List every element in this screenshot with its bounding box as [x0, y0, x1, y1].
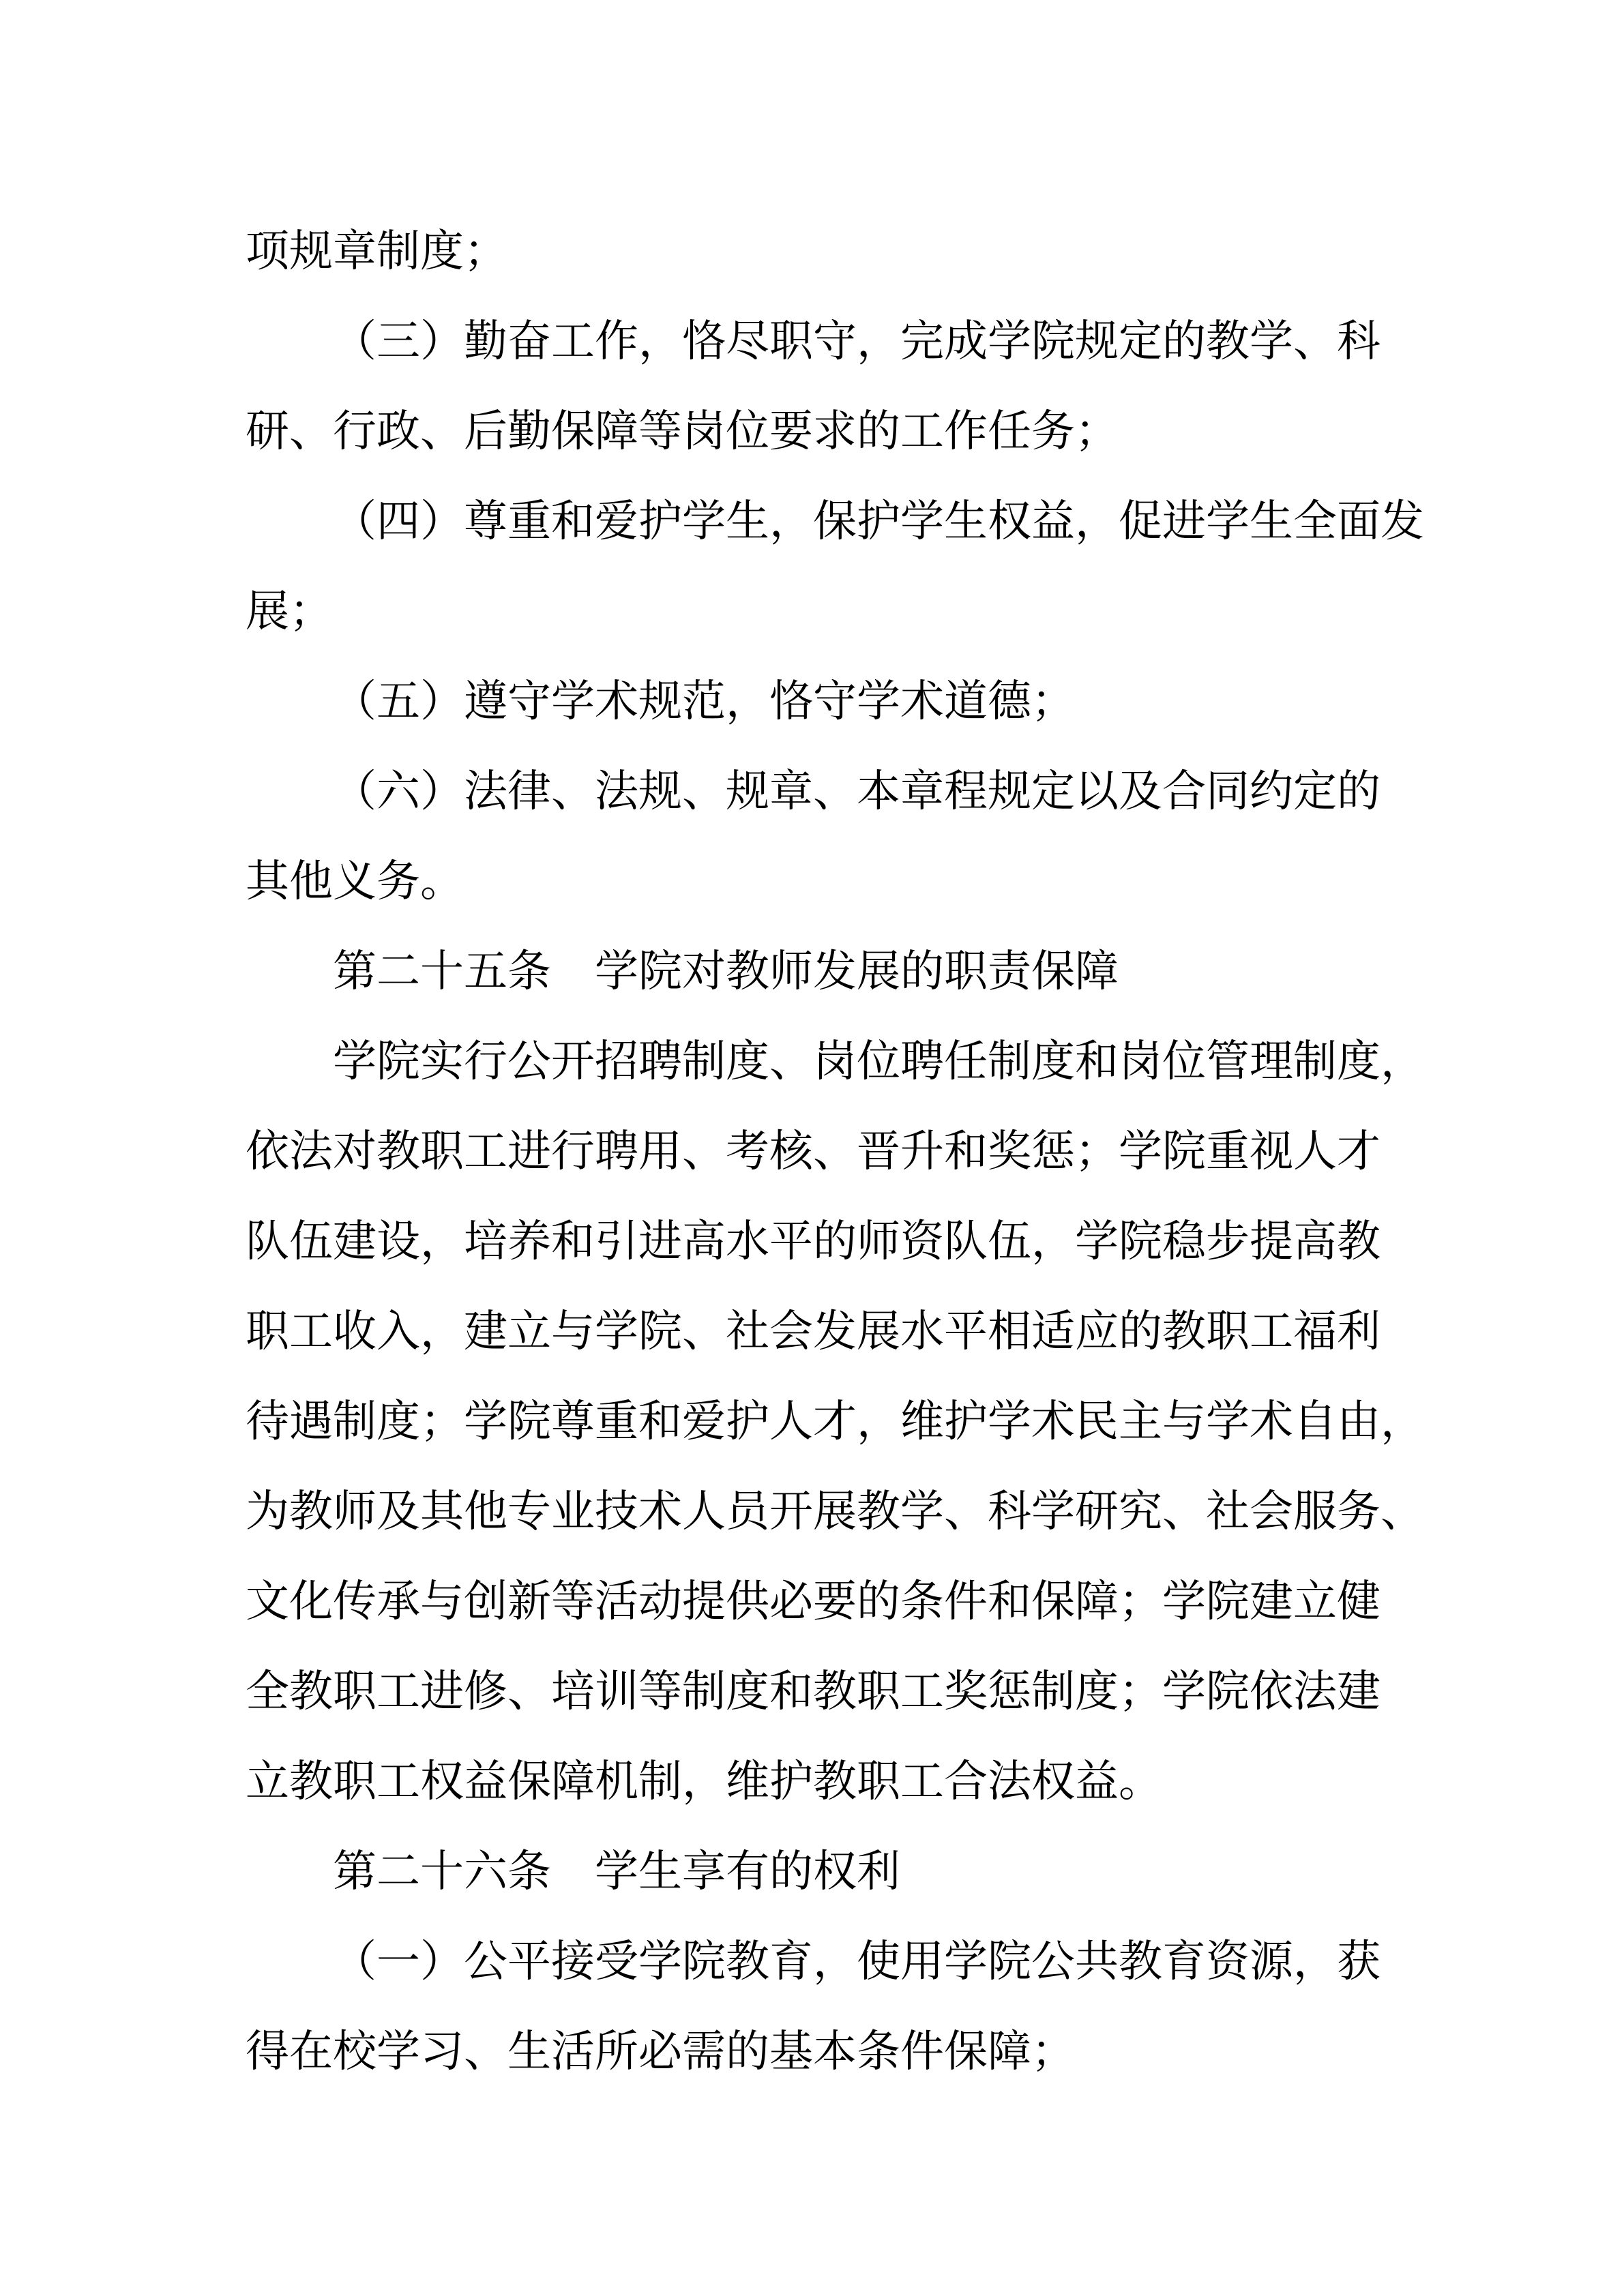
- text-line: 研、行政、后勤保障等岗位要求的工作任务；: [246, 407, 1119, 456]
- text-line: （一）公平接受学院教育，使用学院公共教育资源，获: [333, 1937, 1381, 1986]
- text-line: 立教职工权益保障机制，维护教职工合法权益。: [246, 1757, 1162, 1806]
- text-block: [246, 207, 1439, 2097]
- article-heading-line: 第二十五条 学院对教师发展的职责保障: [333, 947, 1119, 996]
- text-line: 队伍建设，培养和引进高水平的师资队伍，学院稳步提高教: [246, 1217, 1381, 1266]
- text-line: 职工收入，建立与学院、社会发展水平相适应的教职工福利: [246, 1307, 1381, 1356]
- text-line: 展；: [246, 587, 333, 636]
- text-line: 学院实行公开招聘制度、岗位聘任制度和岗位管理制度，: [333, 1037, 1424, 1086]
- text-line: （六）法律、法规、规章、本章程规定以及合同约定的: [333, 767, 1381, 816]
- text-line: 其他义务。: [246, 857, 464, 906]
- text-line: 待遇制度；学院尊重和爱护人才，维护学术民主与学术自由，: [246, 1397, 1424, 1446]
- text-line: 为教师及其他专业技术人员开展教学、科学研究、社会服务、: [246, 1487, 1424, 1536]
- text-line: （三）勤奋工作，恪尽职守，完成学院规定的教学、科: [333, 317, 1381, 366]
- text-line: （五）遵守学术规范，恪守学术道德；: [333, 677, 1075, 726]
- text-line: 全教职工进修、培训等制度和教职工奖惩制度；学院依法建: [246, 1667, 1381, 1716]
- text-line: 依法对教职工进行聘用、考核、晋升和奖惩；学院重视人才: [246, 1127, 1381, 1176]
- text-line: 文化传承与创新等活动提供必要的条件和保障；学院建立健: [246, 1577, 1381, 1626]
- article-heading-line: 第二十六条 学生享有的权利: [333, 1847, 900, 1896]
- text-line: 项规章制度；: [246, 227, 507, 275]
- text-line: （四）尊重和爱护学生，保护学生权益，促进学生全面发: [333, 497, 1424, 546]
- text-line: 得在校学习、生活所必需的基本条件保障；: [246, 2027, 1075, 2076]
